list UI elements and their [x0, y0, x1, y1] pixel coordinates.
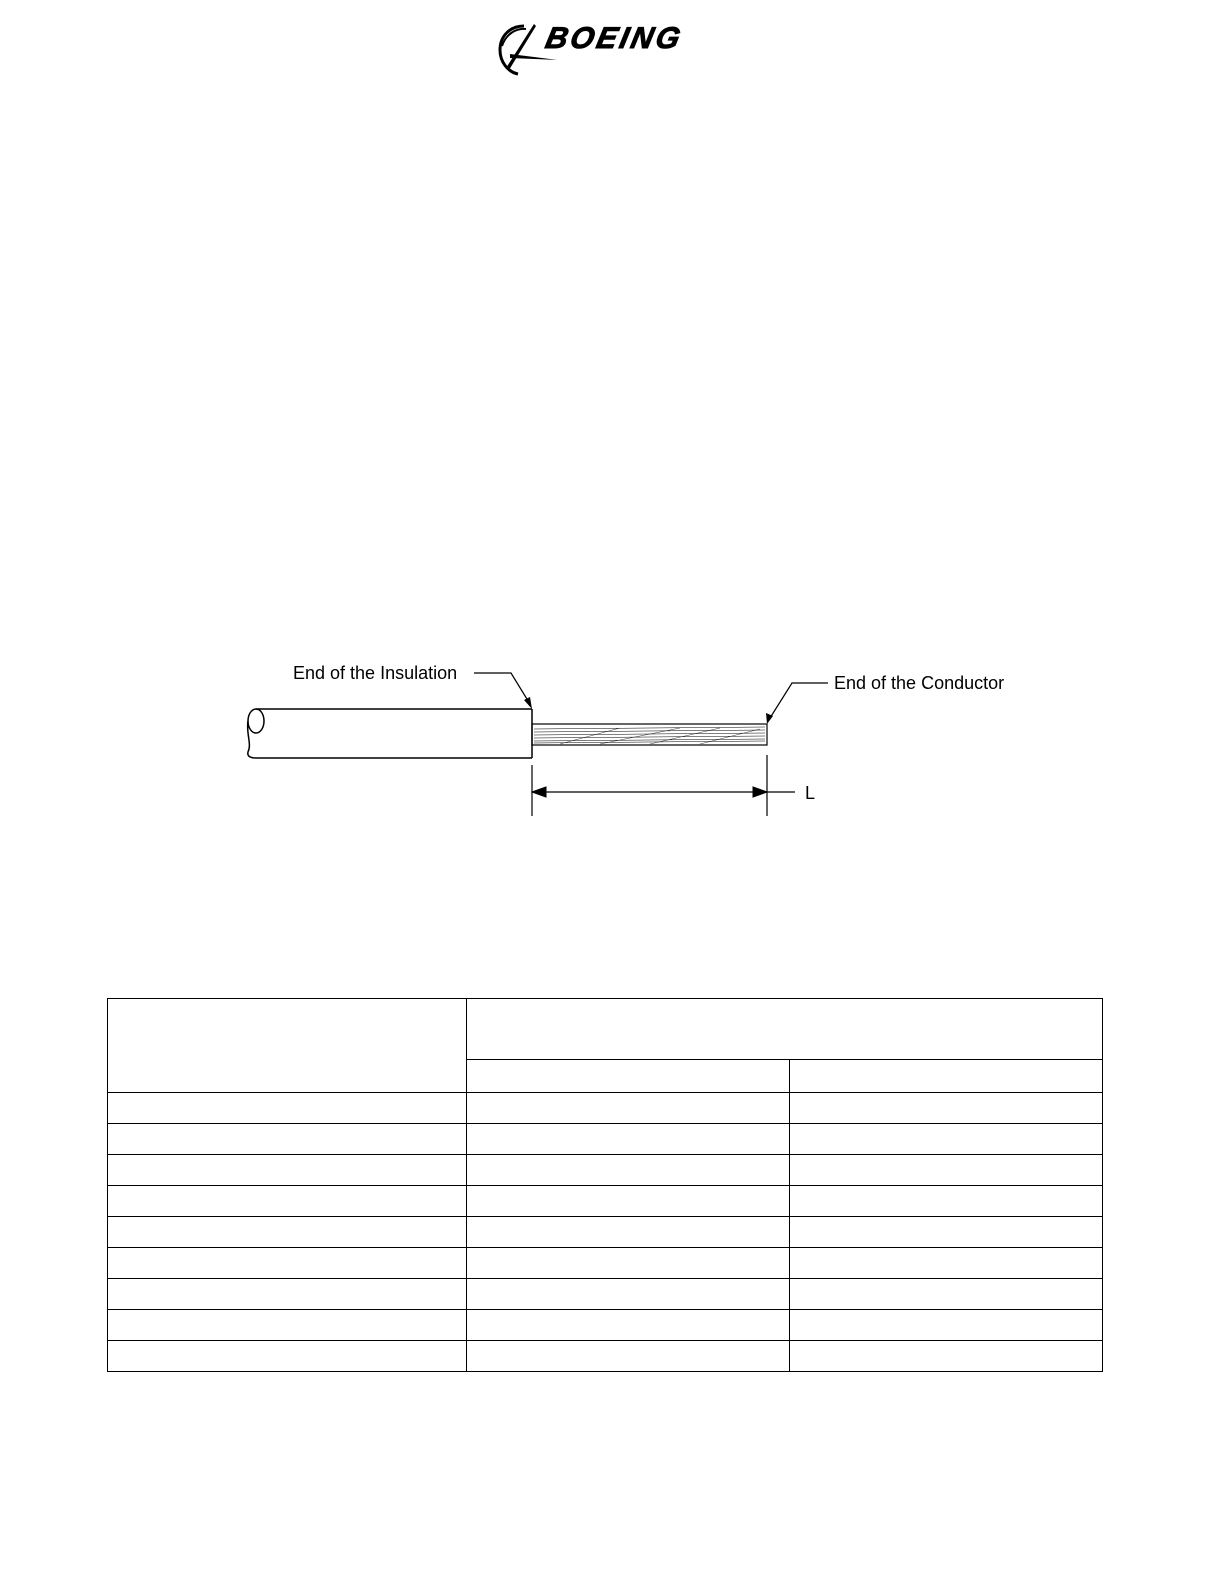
wire-conductor	[532, 724, 767, 745]
conductor-leader	[766, 683, 828, 724]
header-group-cell	[467, 999, 1103, 1060]
table-row	[108, 1186, 1103, 1217]
subheader-cell	[467, 1060, 790, 1093]
table-cell	[108, 1341, 467, 1372]
table-cell	[108, 1186, 467, 1217]
table-cell	[790, 1155, 1103, 1186]
table-row	[108, 1217, 1103, 1248]
wire-insulation	[248, 709, 532, 758]
table-cell	[467, 1093, 790, 1124]
conductor-end-label: End of the Conductor	[834, 674, 1005, 692]
table-row	[108, 1093, 1103, 1124]
table-cell	[790, 1248, 1103, 1279]
table-row	[108, 1310, 1103, 1341]
length-label: L	[805, 783, 816, 803]
table-cell	[467, 1217, 790, 1248]
table-cell	[108, 1248, 467, 1279]
table-cell	[790, 1093, 1103, 1124]
table-cell	[790, 1186, 1103, 1217]
table-cell	[108, 1093, 467, 1124]
table-cell	[108, 1310, 467, 1341]
table-cell	[790, 1310, 1103, 1341]
table-cell	[108, 1279, 467, 1310]
table-cell	[108, 1217, 467, 1248]
table-cell	[467, 1186, 790, 1217]
strip-length-table	[107, 998, 1103, 1372]
table-cell	[467, 1155, 790, 1186]
table-header-row	[108, 999, 1103, 1060]
table-row	[108, 1155, 1103, 1186]
table-cell	[790, 1217, 1103, 1248]
insulation-end-label: End of the Insulation	[293, 663, 458, 683]
table-row	[108, 1124, 1103, 1155]
table-cell	[790, 1279, 1103, 1310]
subheader-cell	[790, 1060, 1103, 1093]
table-cell	[467, 1279, 790, 1310]
table-row	[108, 1248, 1103, 1279]
header-left-cell	[108, 999, 467, 1093]
table-row	[108, 1279, 1103, 1310]
table-cell	[108, 1155, 467, 1186]
insulation-leader	[474, 673, 532, 709]
length-dimension	[532, 755, 795, 816]
table-row	[108, 1341, 1103, 1372]
table-cell	[467, 1341, 790, 1372]
table-cell	[467, 1124, 790, 1155]
table-cell	[790, 1341, 1103, 1372]
table-cell	[108, 1124, 467, 1155]
logo-wordmark: BOEING	[542, 22, 686, 55]
table-cell	[467, 1310, 790, 1341]
table-cell	[790, 1124, 1103, 1155]
table-cell	[467, 1248, 790, 1279]
